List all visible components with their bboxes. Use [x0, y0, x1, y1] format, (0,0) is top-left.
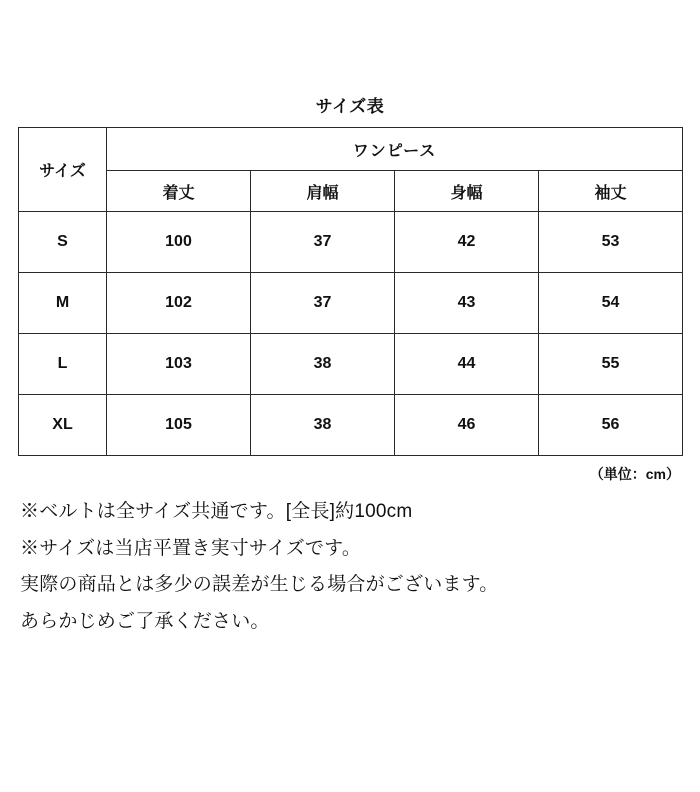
table-header-group-row: [19, 128, 683, 171]
header-measure-1: 肩幅: [251, 171, 395, 212]
size-table-container: [18, 127, 682, 456]
cell-value: 54: [539, 273, 683, 334]
table-row: [19, 334, 683, 395]
cell-value: 37: [251, 212, 395, 273]
row-size-label: S: [19, 212, 107, 273]
header-measure-3: 袖丈: [539, 171, 683, 212]
table-row: [19, 273, 683, 334]
table-header-measure-row: [19, 171, 683, 212]
cell-value: 56: [539, 395, 683, 456]
cell-value: 42: [395, 212, 539, 273]
note-line: ※サイズは当店平置き実寸サイズです。: [20, 537, 362, 559]
header-size-label: サイズ: [19, 128, 107, 212]
cell-value: 44: [395, 334, 539, 395]
cell-value: 46: [395, 395, 539, 456]
notes-section: [20, 500, 680, 635]
note-line: ※ベルトは全サイズ共通です。[全長]約100cm: [20, 501, 413, 522]
header-measure-2: 身幅: [395, 171, 539, 212]
cell-value: 37: [251, 273, 395, 334]
row-size-label: L: [19, 334, 107, 395]
table-row: [19, 395, 683, 456]
cell-value: 43: [395, 273, 539, 334]
header-group-label: ワンピース: [107, 128, 683, 171]
header-measure-0: 着丈: [107, 171, 251, 212]
cell-value: 103: [107, 334, 251, 395]
cell-value: 102: [107, 273, 251, 334]
table-row: [19, 212, 683, 273]
cell-value: 38: [251, 334, 395, 395]
note-line: 実際の商品とは多少の誤差が生じる場合がございます。: [20, 574, 499, 596]
page-title: サイズ表: [315, 97, 385, 116]
size-chart-page: [0, 92, 700, 792]
cell-value: 53: [539, 212, 683, 273]
size-table: [18, 127, 683, 456]
cell-value: 105: [107, 395, 251, 456]
row-size-label: XL: [19, 395, 107, 456]
cell-value: 100: [107, 212, 251, 273]
row-size-label: M: [19, 273, 107, 334]
cell-value: 55: [539, 334, 683, 395]
note-line: あらかじめご了承ください。: [20, 611, 270, 633]
unit-note: （単位：cm）: [589, 466, 680, 482]
cell-value: 38: [251, 395, 395, 456]
